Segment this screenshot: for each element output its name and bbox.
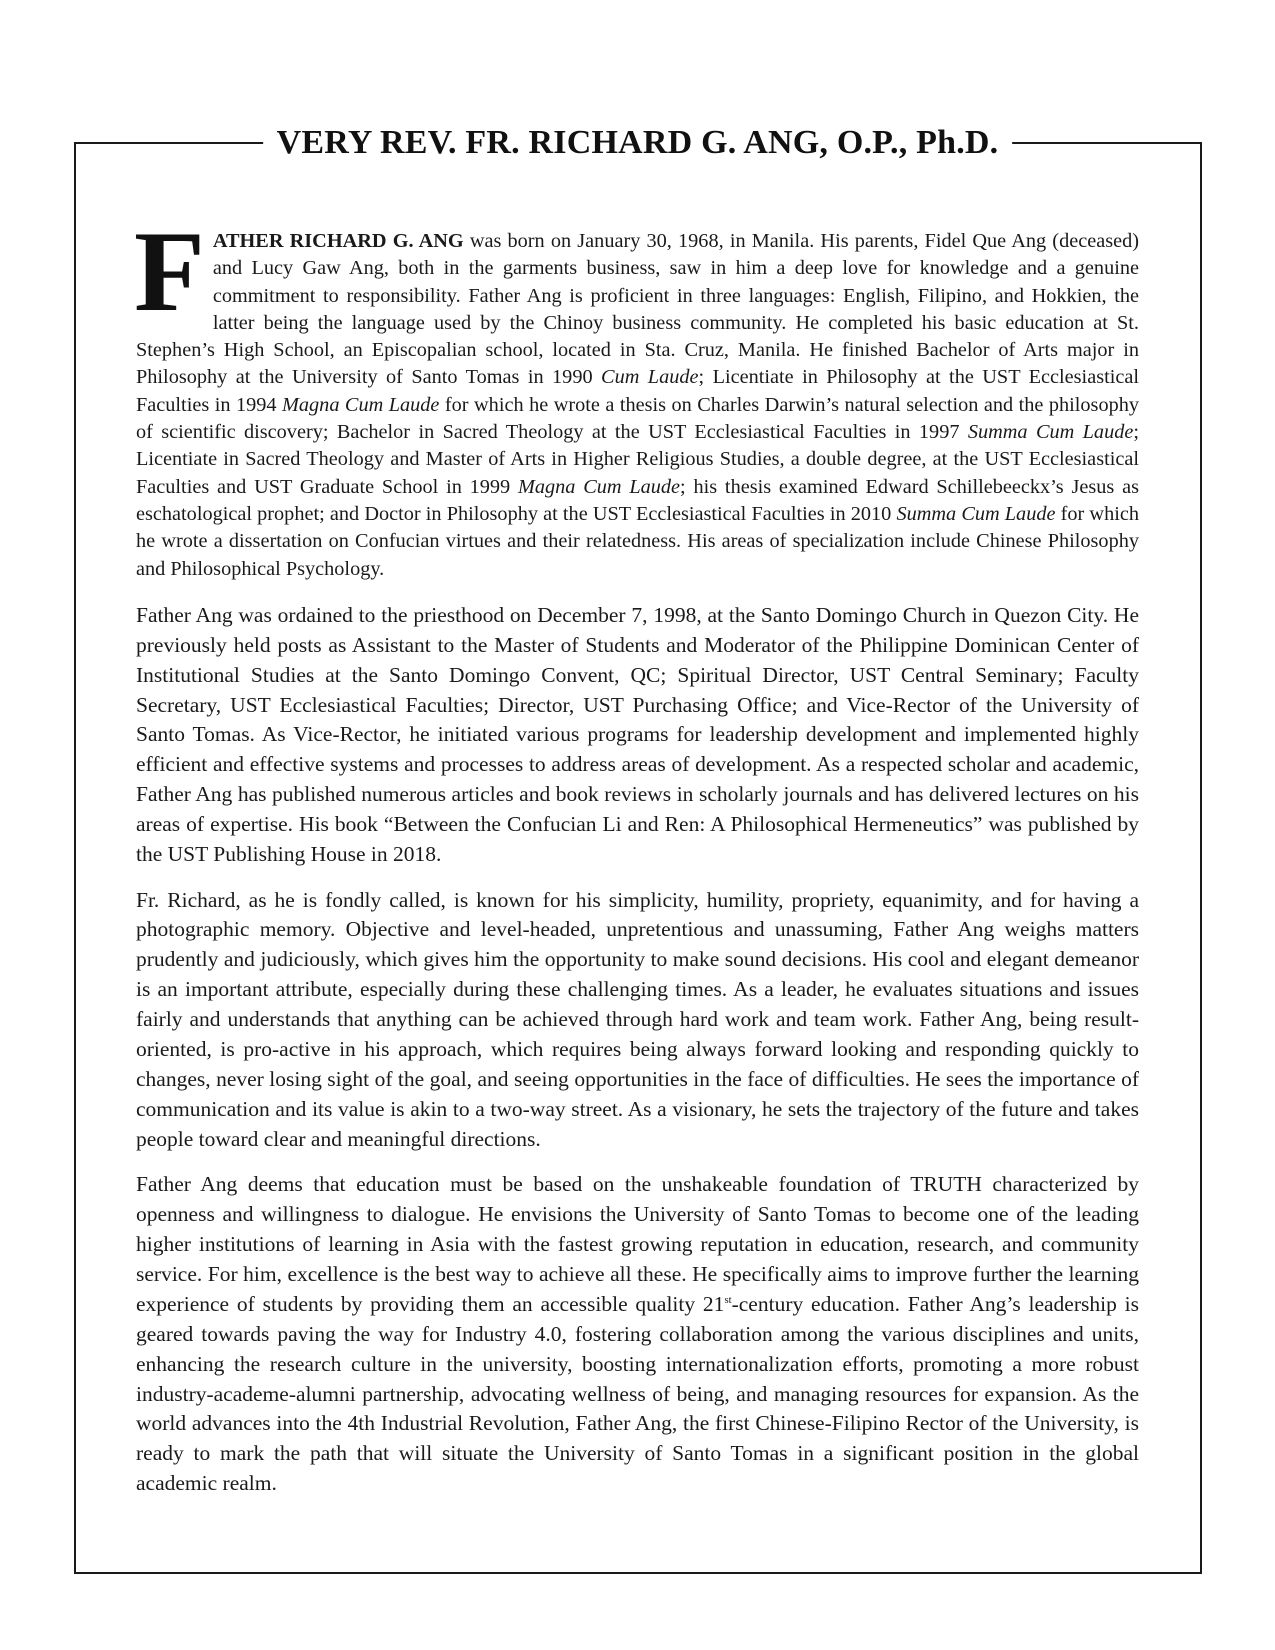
paragraph-text: was born on January 30, 1968, in Manila. His parents, Fidel Que Ang (deceased) and Lucy Gaw Ang, both in the garments business, saw in him a deep love for knowledge and a genuine commitment to responsibility. Father Ang is proficient in three languages: English, Filipino, and Hokkien, the latter being the language used by the Chinoy business community. He completed his basic education at St. Stephen’s High School, an Episcopalian school, located in Sta. Cruz, Manila. He finished Bachelor of Arts major in Philosophy at the University of Santo Tomas in 1990: [136, 230, 1139, 389]
name-lead-in: ATHER RICHARD G. ANG: [212, 230, 464, 252]
biography-paragraph-4: [136, 1170, 1139, 1499]
biography-paragraph-2: Father Ang was ordained to the priesthood on December 7, 1998, at the Santo Domingo Church in Quezon City. He previously held posts as Assistant to the Master of Students and Moderator of the Philippine Dominican Center of Institutional Studies at the Santo Domingo Convent, QC; Spiritual Director, UST Central Seminary; Faculty Secretary, UST Ecclesiastical Faculties; Director, UST Purchasing Office; and Vice-Rector of the University of Santo Tomas. As Vice-Rector, he initiated various programs for leadership development and implemented highly efficient and effective systems and processes to address areas of development. As a respected scholar and academic, Father Ang has published numerous articles and book reviews in scholarly journals and has delivered lectures on his areas of expertise. His book “Between the Confucian Li and Ren: A Philosophical Hermeneutics” was published by the UST Publishing House in 2018.: [136, 602, 1139, 867]
paragraph-text: ; his thesis examined Edward Schillebeeckx’s Jesus as eschatological prophet; and Doctor in Philosophy at the UST Ecclesiastical Faculties in 2010: [136, 475, 1139, 525]
biography-body: [134, 208, 1140, 1515]
paragraph-text: for which he wrote a thesis on Charles Darwin’s natural selection and the philosophy of scientific discovery; Bachelor in Sacred Theology at the UST Ecclesiastical Faculties in 1997: [136, 393, 1140, 444]
honor-citation: Cum Laude: [601, 366, 699, 389]
drop-cap: F: [134, 208, 205, 336]
paragraph-text: ; Licentiate in Sacred Theology and Master of Arts in Higher Religious Studies, a double degree, at the UST Ecclesiastical Faculties and UST Graduate School in 1999: [136, 421, 1139, 498]
honor-citation: Summa Cum Laude: [967, 421, 1134, 444]
paragraph-text: for which he wrote a dissertation on Confucian virtues and their relatedness. His areas of specialization include Chinese Philosophy and Philosophical Psychology.: [136, 502, 1139, 580]
paragraph-text: ; Licentiate in Philosophy at the UST Ecclesiastical Faculties in 1994: [136, 366, 1139, 416]
paragraph-text: Father Ang deems that education must be based on the unshakeable foundation of TRUTH characterized by openness and willingness to dialogue. He envisions the University of Santo Tomas to become one of the leading higher institutions of learning in Asia with the fastest growing reputation in education, research, and community service. For him, excellence is the best way to achieve all these. He specifically aims to improve further the learning experience of students by providing them an accessible quality 21: [136, 1172, 1139, 1316]
ordinal-superscript: st: [724, 1293, 732, 1306]
paragraph-text: -century education. Father Ang’s leadership is geared towards paving the way for Industry 4.0, fostering collaboration among the various disciplines and units, enhancing the research culture in the university, boosting internationalization efforts, promoting a more robust industry-academe-alumni partnership, advocating wellness of being, and managing resources for expansion. As the world advances into the 4th Industrial Revolution, Father Ang, the first Chinese-Filipino Rector of the University, is ready to mark the path that will situate the University of Santo Tomas in a significant position in the global academic realm.: [136, 1291, 1139, 1496]
biography-paragraph-1: [134, 208, 1140, 583]
biography-paragraph-3: Fr. Richard, as he is fondly called, is known for his simplicity, humility, propriety, equanimity, and for having a photographic memory. Objective and level-headed, unpretentious and unassuming, Father Ang weighs matters prudently and judiciously, which gives him the opportunity to make sound decisions. His cool and elegant demeanor is an important attribute, especially during these challenging times. As a leader, he evaluates situations and issues fairly and understands that anything can be achieved through hard work and team work. Father Ang, being result-oriented, is pro-active in his approach, which requires being always forward looking and responding quickly to changes, never losing sight of the goal, and seeing opportunities in the face of difficulties. He sees the importance of communication and its value is akin to a two-way street. As a visionary, he sets the trajectory of the future and takes people toward clear and meaningful directions.: [136, 887, 1139, 1151]
honor-citation: Summa Cum Laude: [896, 502, 1056, 525]
honor-citation: Magna Cum Laude: [282, 393, 440, 416]
honor-citation: Magna Cum Laude: [517, 475, 681, 498]
page-title: VERY REV. FR. RICHARD G. ANG, O.P., Ph.D.: [263, 123, 1013, 163]
